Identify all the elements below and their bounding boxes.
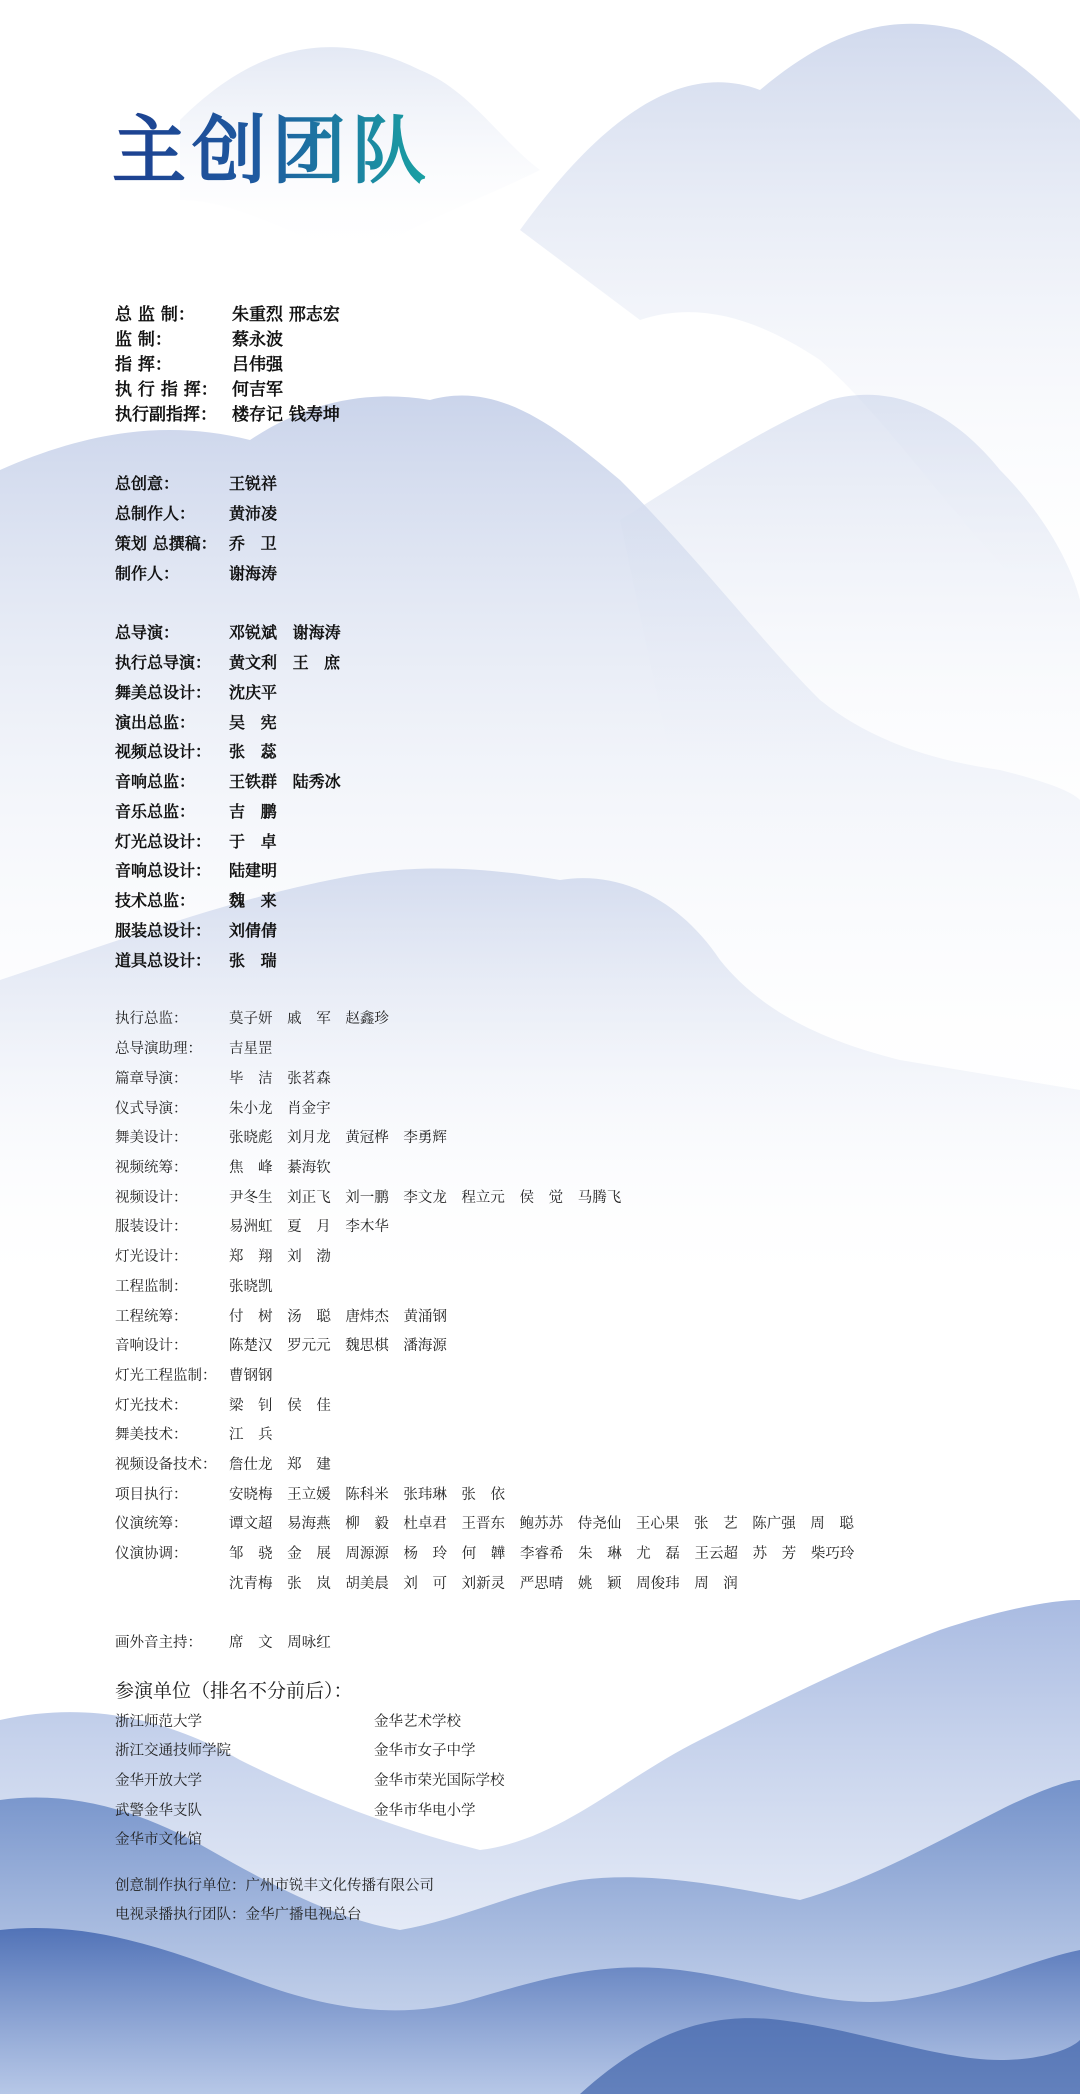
credit-role: 音乐总监： (115, 802, 196, 821)
credit-role: 制作人： (115, 564, 180, 583)
credit-names: 朱重烈 邢志宏 (232, 305, 340, 325)
credit-role: 总创意： (115, 474, 180, 493)
credit-role: 道具总设计： (115, 951, 212, 970)
credit-names: 于 卓 (229, 832, 277, 851)
credit-names: 张 蕊 (229, 742, 277, 761)
credit-names: 郑 翔 刘 渤 (229, 1249, 331, 1265)
credit-role: 舞美总设计： (115, 683, 212, 702)
credit-names: 张晓凯 (229, 1279, 273, 1295)
credit-role: 服装总设计： (115, 921, 212, 940)
credit-names: 尹冬生 刘正飞 刘一鹏 李文龙 程立元 侯 觉 马腾飞 (229, 1190, 622, 1206)
credit-role: 音响设计： (115, 1338, 188, 1354)
unit-item: 武警金华支队 (115, 1803, 202, 1819)
credit-names: 沈庆平 (229, 683, 278, 702)
credit-role: 视频设备技术： (115, 1457, 217, 1473)
credit-names: 易洲虹 夏 月 李木华 (229, 1219, 389, 1235)
footer-line: 创意制作执行单位：广州市锐丰文化传播有限公司 (115, 1878, 434, 1894)
credit-role: 灯光工程监制： (115, 1368, 217, 1384)
credit-role: 工程监制： (115, 1279, 188, 1295)
credit-names: 王锐祥 (229, 474, 278, 493)
page-title: 主创团队 (112, 92, 432, 198)
credit-role: 指 挥： (115, 355, 172, 375)
credit-role: 篇章导演： (115, 1071, 188, 1087)
credit-names: 蔡永波 (232, 330, 283, 350)
credit-role: 仪演协调： (115, 1546, 188, 1562)
unit-item: 金华市女子中学 (374, 1743, 476, 1759)
credit-names: 沈青梅 张 岚 胡美晨 刘 可 刘新灵 严思晴 姚 颖 周俊玮 周 润 (229, 1576, 738, 1592)
credit-role: 画外音主持： (115, 1635, 202, 1651)
unit-item: 浙江交通技师学院 (115, 1743, 231, 1759)
credit-names: 刘倩倩 (229, 921, 278, 940)
credit-names: 陆建明 (229, 861, 278, 880)
credit-names: 邹 骁 金 展 周源源 杨 玲 何 韡 李睿希 朱 琳 尤 磊 王云超 苏 芳 柴巧玲 (229, 1546, 855, 1562)
credit-role: 执 行 指 挥： (115, 380, 218, 400)
credit-role: 舞美设计： (115, 1130, 188, 1146)
unit-item: 金华艺术学校 (374, 1714, 461, 1730)
credit-role: 舞美技术： (115, 1427, 188, 1443)
unit-item: 金华市荣光国际学校 (374, 1773, 505, 1789)
credit-names: 莫子妍 戚 军 赵鑫珍 (229, 1011, 389, 1027)
participating-units-heading: 参演单位（排名不分前后）： (115, 1680, 353, 1702)
credit-names: 谢海涛 (229, 564, 278, 583)
credit-role: 音响总监： (115, 772, 196, 791)
credit-names: 王铁群 陆秀冰 (229, 772, 341, 791)
credit-names: 梁 钊 侯 佳 (229, 1398, 331, 1414)
credit-role: 视频设计： (115, 1190, 188, 1206)
credit-names: 吉星罡 (229, 1041, 273, 1057)
credit-names: 张 瑞 (229, 951, 277, 970)
credit-names: 邓锐斌 谢海涛 (229, 623, 341, 642)
credit-names: 曹钢钢 (229, 1368, 273, 1384)
credit-names: 乔 卫 (229, 534, 277, 553)
credit-role: 灯光总设计： (115, 832, 212, 851)
credit-names: 朱小龙 肖金宇 (229, 1101, 331, 1117)
credit-names: 陈楚汉 罗元元 魏思棋 潘海源 (229, 1338, 447, 1354)
credit-names: 焦 峰 綦海钦 (229, 1160, 331, 1176)
credit-role: 视频统筹： (115, 1160, 188, 1176)
credit-role: 演出总监： (115, 713, 196, 732)
credit-names: 毕 洁 张茗森 (229, 1071, 331, 1087)
unit-item: 金华市文化馆 (115, 1832, 202, 1848)
credit-names: 楼存记 钱寿坤 (232, 405, 340, 425)
credit-names: 魏 来 (229, 891, 277, 910)
credit-names: 席 文 周咏红 (229, 1635, 331, 1651)
footer-line: 电视录播执行团队：金华广播电视总台 (115, 1907, 362, 1923)
credit-role: 总导演助理： (115, 1041, 202, 1057)
credit-role: 总导演： (115, 623, 180, 642)
credit-names: 张晓彪 刘月龙 黄冠桦 李勇辉 (229, 1130, 447, 1146)
credit-names: 谭文超 易海燕 柳 毅 杜卓君 王晋东 鲍苏苏 侍尧仙 王心果 张 艺 陈广强 周 聪 (229, 1516, 854, 1532)
credit-role: 策划 总撰稿： (115, 534, 217, 553)
credit-role: 仪演统筹： (115, 1516, 188, 1532)
credit-role: 执行总导演： (115, 653, 212, 672)
credit-role: 灯光技术： (115, 1398, 188, 1414)
unit-item: 金华市华电小学 (374, 1803, 476, 1819)
credit-names: 吴 宪 (229, 713, 277, 732)
credit-names: 付 树 汤 聪 唐炜杰 黄涌钢 (229, 1309, 448, 1325)
credit-role: 仪式导演： (115, 1101, 188, 1117)
credit-role: 总 监 制： (115, 305, 195, 325)
credit-names: 吕伟强 (232, 355, 283, 375)
credit-names: 詹仕龙 郑 建 (229, 1457, 331, 1473)
credit-names: 吉 鹏 (229, 802, 277, 821)
credit-names: 安晓梅 王立媛 陈科米 张玮琳 张 依 (229, 1487, 506, 1503)
unit-item: 金华开放大学 (115, 1773, 202, 1789)
credit-role: 灯光设计： (115, 1249, 188, 1265)
credit-role: 执行副指挥： (115, 405, 217, 425)
credit-role: 服装设计： (115, 1219, 188, 1235)
credit-names: 黄文利 王 庶 (229, 653, 341, 672)
credit-role: 视频总设计： (115, 742, 212, 761)
credit-role: 执行总监： (115, 1011, 188, 1027)
credit-role: 技术总监： (115, 891, 196, 910)
credit-role: 项目执行： (115, 1487, 188, 1503)
credit-names: 何吉军 (232, 380, 283, 400)
credit-role: 总制作人： (115, 504, 196, 523)
credit-role: 工程统筹： (115, 1309, 188, 1325)
unit-item: 浙江师范大学 (115, 1714, 202, 1730)
credit-role: 音响总设计： (115, 861, 212, 880)
credit-role: 监 制： (115, 330, 172, 350)
credit-names: 江 兵 (229, 1427, 273, 1443)
credit-names: 黄沛凌 (229, 504, 278, 523)
